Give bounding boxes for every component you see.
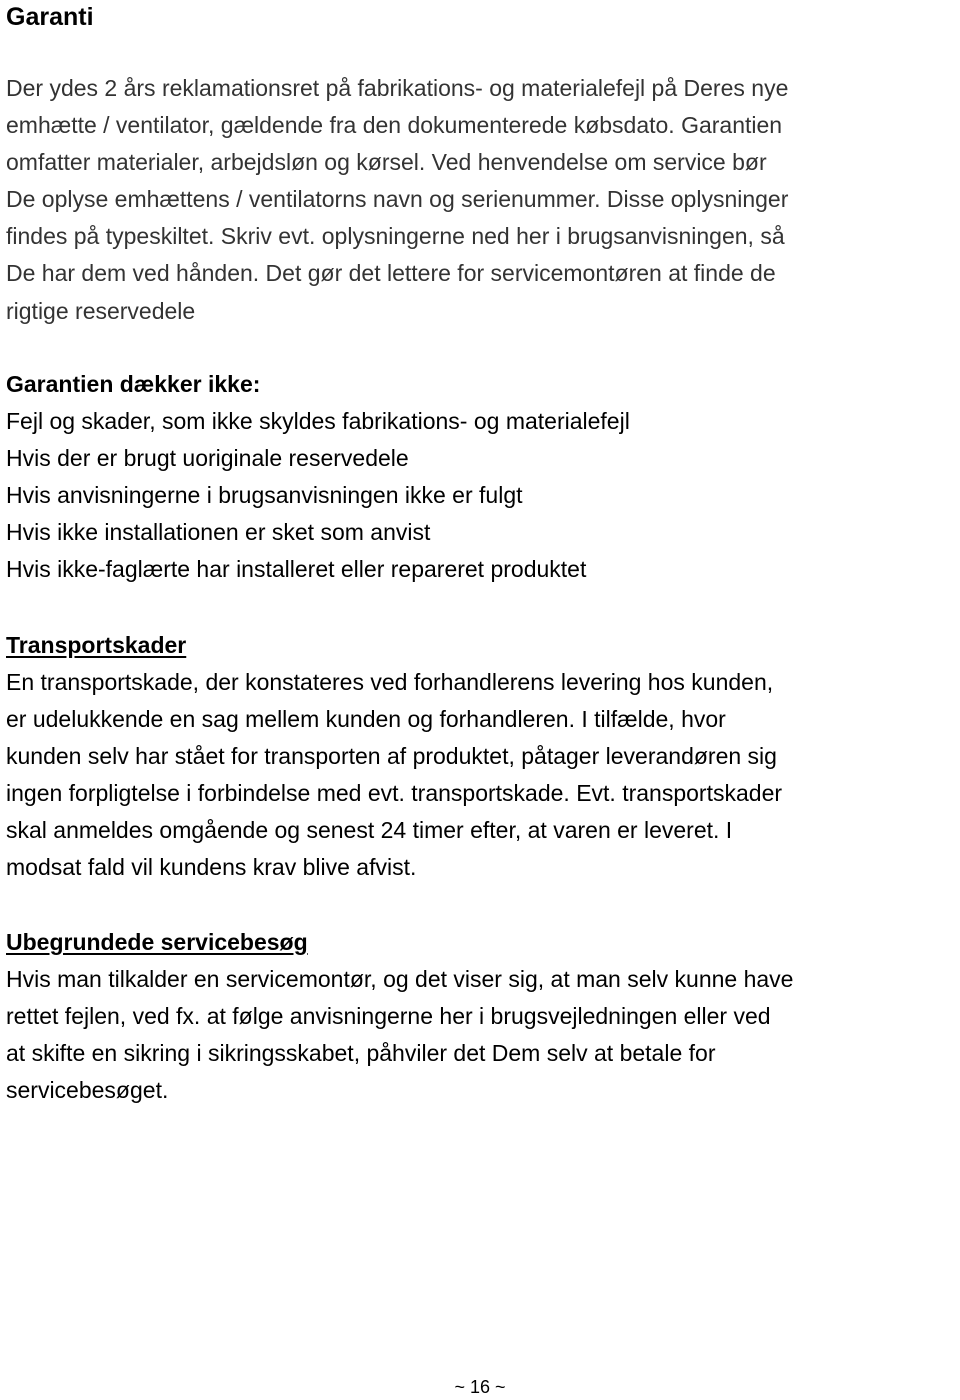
exclusion-item: Hvis ikke installationen er sket som anvist bbox=[6, 519, 431, 545]
intro-line: rigtige reservedele bbox=[6, 297, 196, 324]
exclusions-section bbox=[6, 366, 954, 588]
document-page bbox=[6, 0, 954, 1400]
unfounded-service-line: Hvis man tilkalder en servicemontør, og det viser sig, at man selv kunne have bbox=[6, 966, 794, 992]
transport-line: er udelukkende en sag mellem kunden og forhandleren. I tilfælde, hvor bbox=[6, 706, 726, 732]
unfounded-service-section bbox=[6, 924, 954, 1109]
exclusion-item: Hvis ikke-faglærte har installeret eller repareret produktet bbox=[6, 556, 587, 582]
exclusions-heading: Garantien dækker ikke: bbox=[6, 371, 261, 397]
transport-line: ingen forpligtelse i forbindelse med evt. transportskade. Evt. transportskader bbox=[6, 780, 783, 806]
exclusion-item: Fejl og skader, som ikke skyldes fabrikations- og materialefejl bbox=[6, 408, 630, 434]
intro-line: De har dem ved hånden. Det gør det lettere for servicemontøren at finde de bbox=[6, 260, 776, 287]
page-title: Garanti bbox=[6, 3, 94, 31]
transport-line: kunden selv har stået for transporten af produktet, påtager leverandøren sig bbox=[6, 743, 777, 769]
transport-section bbox=[6, 627, 954, 886]
intro-line: De oplyse emhættens / ventilatorns navn og serienummer. Disse oplysninger bbox=[6, 186, 789, 213]
exclusion-item: Hvis der er brugt uoriginale reservedele bbox=[6, 445, 409, 471]
page-number: ~ 16 ~ bbox=[454, 1377, 506, 1397]
transport-line: En transportskade, der konstateres ved forhandlerens levering hos kunden, bbox=[6, 669, 774, 695]
intro-line: omfatter materialer, arbejdsløn og kørsel. Ved henvendelse om service bør bbox=[6, 149, 767, 176]
unfounded-service-line: servicebesøget. bbox=[6, 1077, 169, 1103]
exclusion-item: Hvis anvisningerne i brugsanvisningen ikke er fulgt bbox=[6, 482, 523, 508]
transport-line: modsat fald vil kundens krav blive afvist. bbox=[6, 854, 417, 880]
transport-line: skal anmeldes omgående og senest 24 timer efter, at varen er leveret. I bbox=[6, 817, 733, 843]
intro-line: findes på typeskiltet. Skriv evt. oplysningerne ned her i brugsanvisningen, så bbox=[6, 223, 785, 250]
unfounded-service-line: rettet fejlen, ved fx. at følge anvisningerne her i brugsvejledningen eller ved bbox=[6, 1003, 771, 1029]
intro-line: emhætte / ventilator, gældende fra den dokumenterede købsdato. Garantien bbox=[6, 112, 783, 139]
transport-heading: Transportskader bbox=[6, 632, 187, 658]
unfounded-service-heading: Ubegrundede servicebesøg bbox=[6, 929, 308, 955]
unfounded-service-line: at skifte en sikring i sikringsskabet, påhviler det Dem selv at betale for bbox=[6, 1040, 716, 1066]
intro-line: Der ydes 2 års reklamationsret på fabrikations- og materialefejl på Deres nye bbox=[6, 75, 789, 101]
warranty-intro bbox=[6, 70, 954, 330]
